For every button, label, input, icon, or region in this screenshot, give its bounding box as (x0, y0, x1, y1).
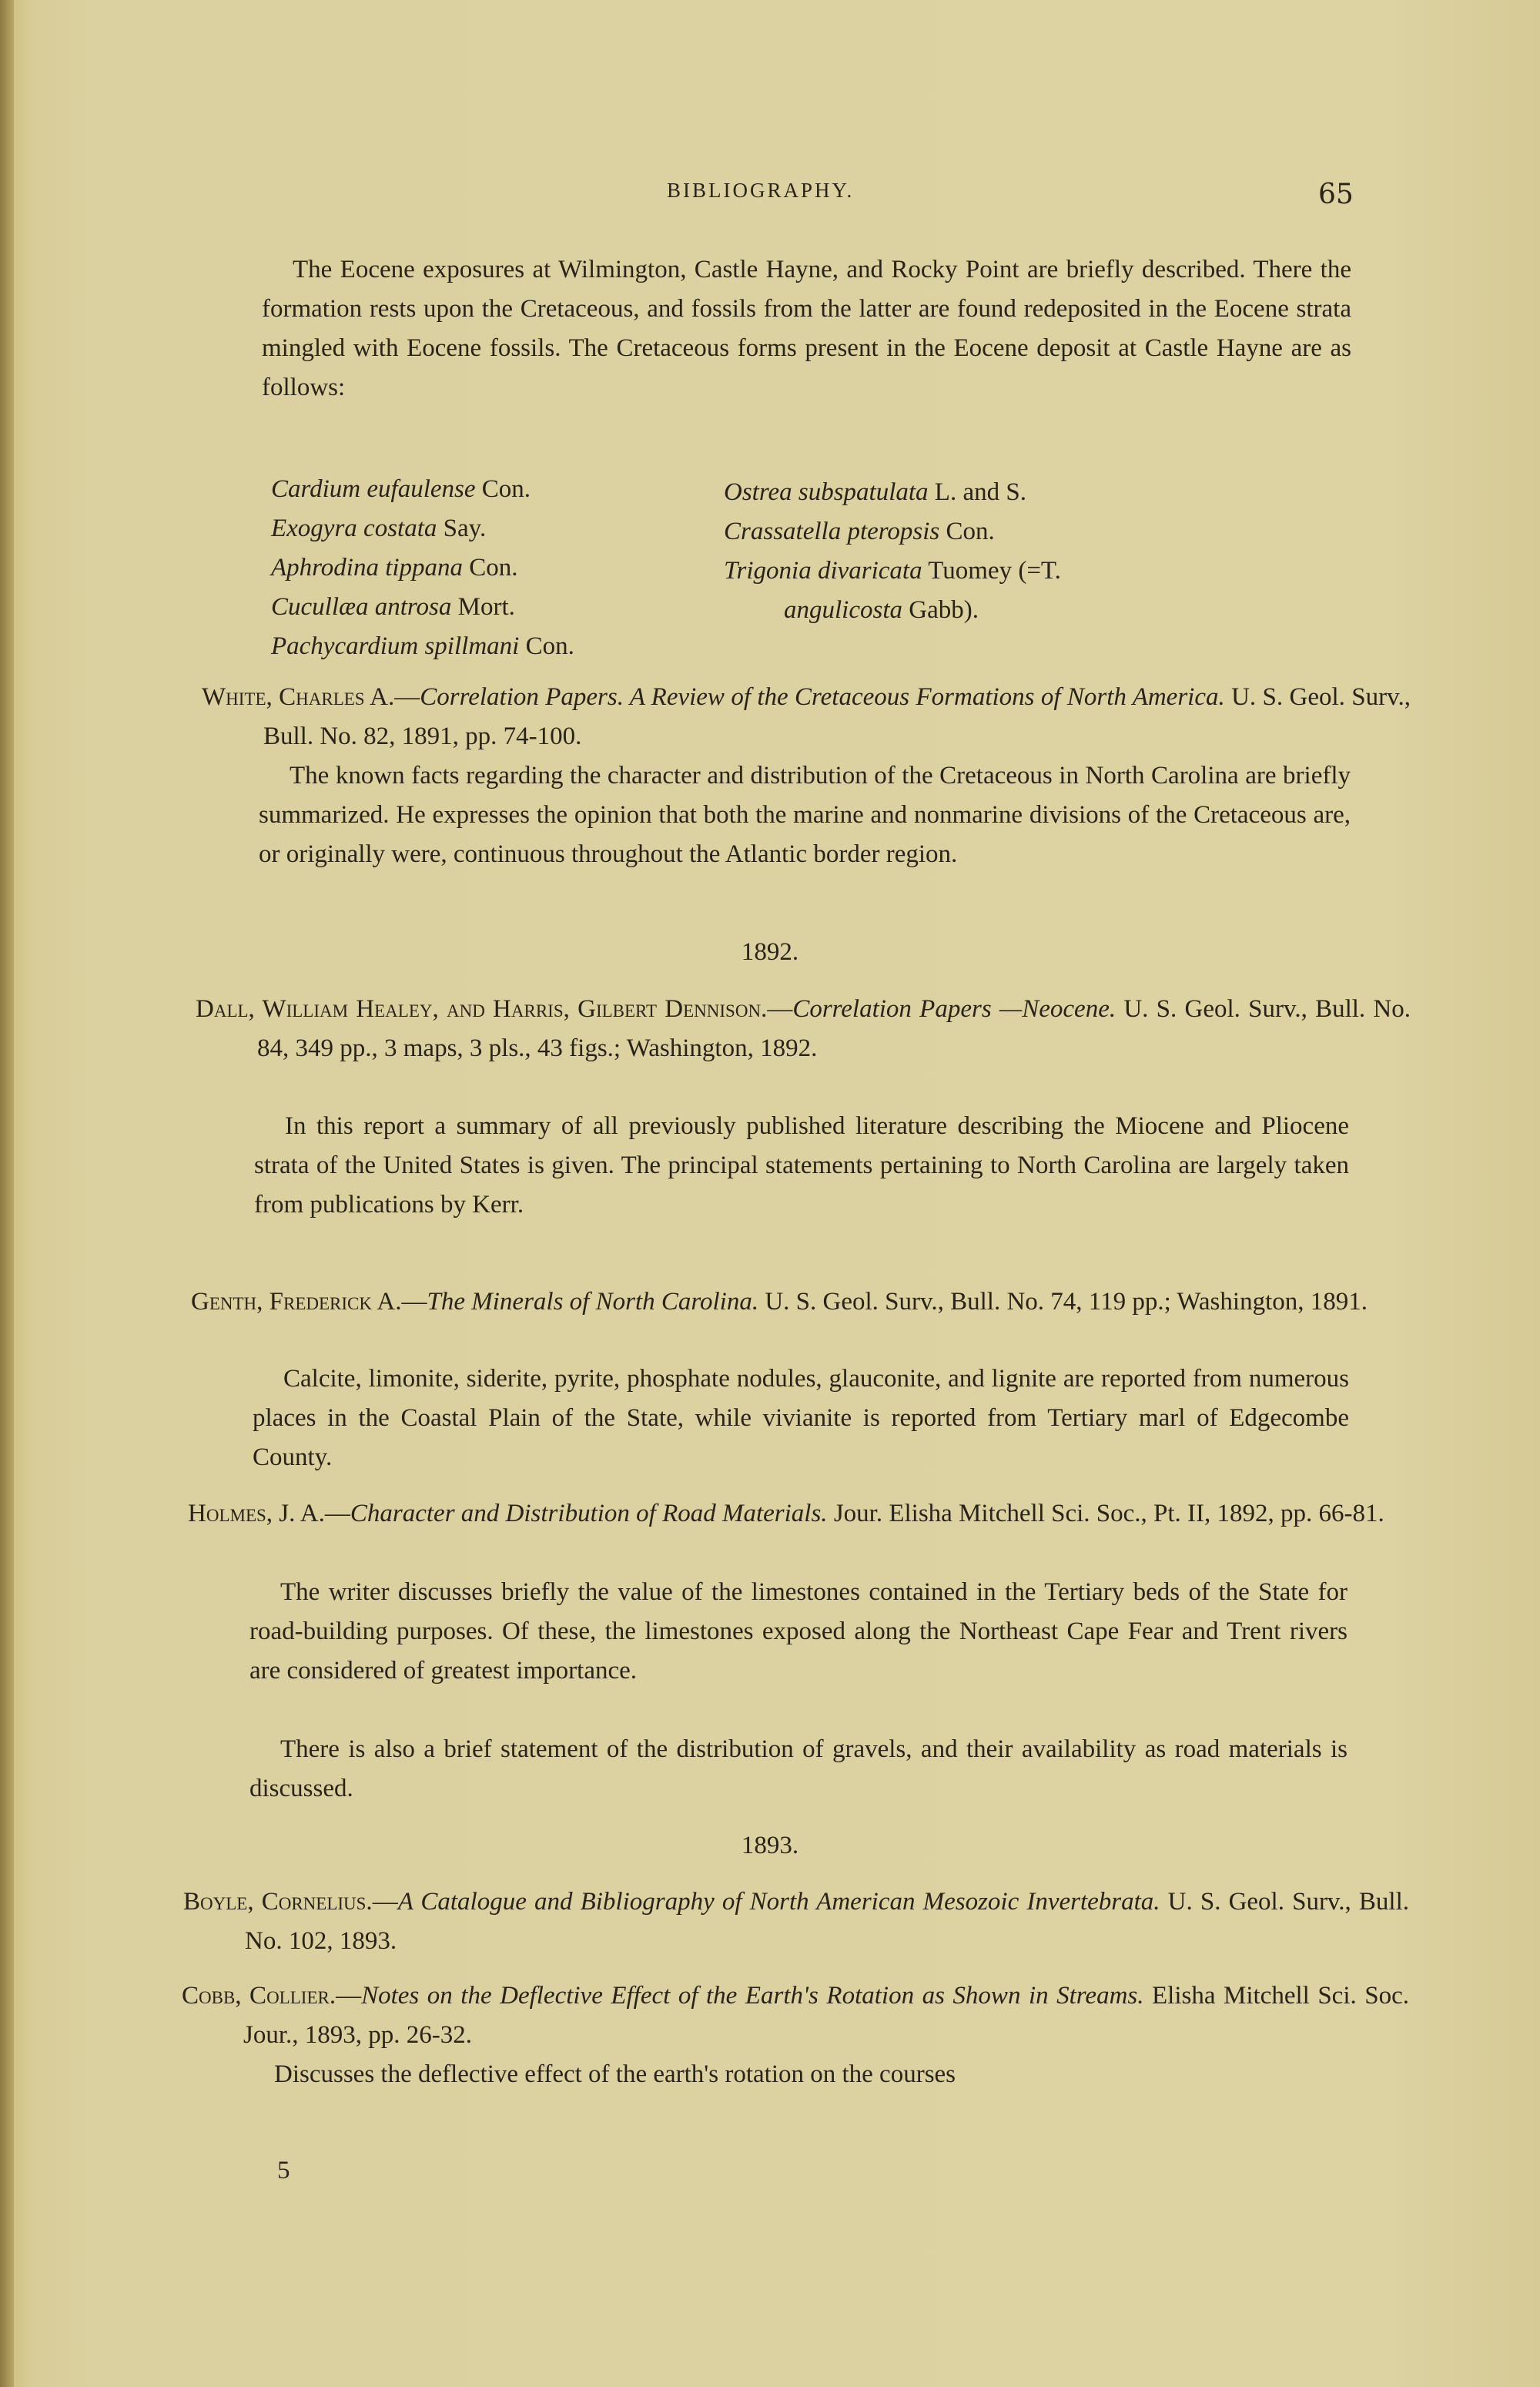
entry-summary: The known facts regarding the character and distribution of the Cretaceous in North Carolina are briefly summarized. He expresses the opinion that both the marine and nonmarine divisions of the Cretaceous are, or originally were, continuous throughout the Atlantic border region. (259, 762, 1351, 868)
entry-citation: Jour. Elisha Mitchell Sci. Soc., Pt. II, 1892, pp. 66-81. (827, 1500, 1384, 1527)
entry-title: Notes on the Deflective Effect of the Earth's Rotation as Shown in Streams. (361, 1982, 1144, 2010)
entry-author: White, Charles A. (202, 683, 395, 711)
bib-entry-boyle: Boyle, Cornelius.—A Catalogue and Bibliography of North American Mesozoic Invertebrata. U. S. Geol. Surv., Bull. No. 102, 1893. (183, 1888, 1410, 1955)
species-item: Exogyra costata Say. (271, 515, 487, 542)
species-item: Trigonia divaricata Tuomey (=T. (724, 557, 1061, 585)
entry-summary: In this report a summary of all previously published literature describing the Miocene and Pliocene strata of the United States is given. The principal statements pertaining to North Carolina are largely taken from publications by Kerr. (254, 1112, 1349, 1219)
entry-author: Cobb, Collier. (182, 1982, 336, 2010)
year-heading: 1892. (741, 938, 799, 966)
entry-author: Genth, Frederick A. (191, 1288, 402, 1316)
entry-summary: Discusses the deflective effect of the earth's rotation on the courses (274, 2060, 956, 2088)
entry-author: Boyle, Cornelius. (183, 1888, 373, 1916)
entry-title: Correlation Papers —Neocene. (792, 995, 1116, 1023)
entry-title: Correlation Papers. A Review of the Cretaceous Formations of North America. (420, 683, 1225, 711)
signature-mark: 5 (277, 2157, 290, 2184)
entry-citation: U. S. Geol. Surv., Bull. No. 82, 1891, pp. 74-100. (263, 683, 1411, 750)
year-heading: 1893. (741, 1832, 799, 1859)
bib-entry-cobb: Cobb, Collier.—Notes on the Deflective Effect of the Earth's Rotation as Shown in Streams. Elisha Mitchell Sci. Soc. Jour., 1893, pp. 26-32. (182, 1982, 1410, 2049)
entry-title: Character and Distribution of Road Materials. (350, 1500, 828, 1527)
entry-author: Holmes, J. A. (188, 1500, 325, 1527)
species-item: angulicosta Gabb). (784, 596, 979, 624)
entry-title: The Minerals of North Carolina. (427, 1288, 759, 1316)
entry-citation: U. S. Geol. Surv., Bull. No. 102, 1893. (245, 1888, 1410, 1955)
entry-summary: Calcite, limonite, siderite, pyrite, phosphate nodules, glauconite, and lignite are reported from numerous places in the Coastal Plain of the State, while vivianite is reported from Tertiary marl of Edgecombe County. (253, 1365, 1349, 1471)
species-item: Cardium eufaulense Con. (271, 475, 531, 503)
species-item: Pachycardium spillmani Con. (271, 632, 574, 660)
entry-summary: The writer discusses briefly the value of the limestones contained in the Tertiary beds of the State for road-building purposes. Of these, the limestones exposed along the Northeast Cape Fear and Trent rivers are considered of greatest importance. (249, 1578, 1348, 1685)
entry-citation: U. S. Geol. Surv., Bull. No. 84, 349 pp., 3 maps, 3 pls., 43 figs.; Washington, 1892. (257, 995, 1411, 1062)
species-item: Ostrea subspatulata L. and S. (724, 478, 1026, 506)
page-number: 65 (1318, 179, 1354, 210)
bib-entry-holmes: Holmes, J. A.—Character and Distribution of Road Materials. Jour. Elisha Mitchell Sci. Soc., Pt. II, 1892, pp. 66-81. (188, 1500, 1384, 1527)
species-item: Cucullæa antrosa Mort. (271, 593, 515, 621)
bib-entry-white: White, Charles A.—Correlation Papers. A Review of the Cretaceous Formations of North America. U. S. Geol. Surv., Bull. No. 82, 1891, pp. 74-100. (202, 683, 1411, 750)
running-header: BIBLIOGRAPHY. (667, 179, 855, 202)
book-spine-edge (0, 0, 14, 2387)
species-list-left (271, 470, 574, 666)
entry-citation: Elisha Mitchell Sci. Soc. Jour., 1893, pp. 26-32. (243, 1982, 1410, 2049)
bib-entry-genth: Genth, Frederick A.—The Minerals of North Carolina. U. S. Geol. Surv., Bull. No. 74, 119 pp.; Washington, 1891. (191, 1288, 1368, 1316)
intro-paragraph: The Eocene exposures at Wilmington, Castle Hayne, and Rocky Point are briefly described. There the formation rests upon the Cretaceous, and fossils from the latter are found redeposited in the Eocene strata mingled with Eocene fossils. The Cretaceous forms present in the Eocene deposit at Castle Hayne are as follows: (262, 256, 1351, 401)
entry-summary-continued: There is also a brief statement of the distribution of gravels, and their availability as road materials is discussed. (249, 1735, 1348, 1802)
entry-citation: U. S. Geol. Surv., Bull. No. 74, 119 pp.; Washington, 1891. (758, 1288, 1368, 1316)
entry-author: Dall, William Healey, and Harris, Gilbert Dennison. (196, 995, 768, 1023)
species-item: Aphrodina tippana Con. (271, 554, 518, 582)
species-list-right (724, 473, 1061, 630)
entry-title: A Catalogue and Bibliography of North American Mesozoic Invertebrata. (397, 1888, 1160, 1916)
bib-entry-dall: Dall, William Healey, and Harris, Gilbert Dennison.—Correlation Papers —Neocene. U. S. Geol. Surv., Bull. No. 84, 349 pp., 3 maps, 3 pls., 43 figs.; Washington, 1892. (196, 995, 1411, 1062)
species-item: Crassatella pteropsis Con. (724, 518, 995, 545)
